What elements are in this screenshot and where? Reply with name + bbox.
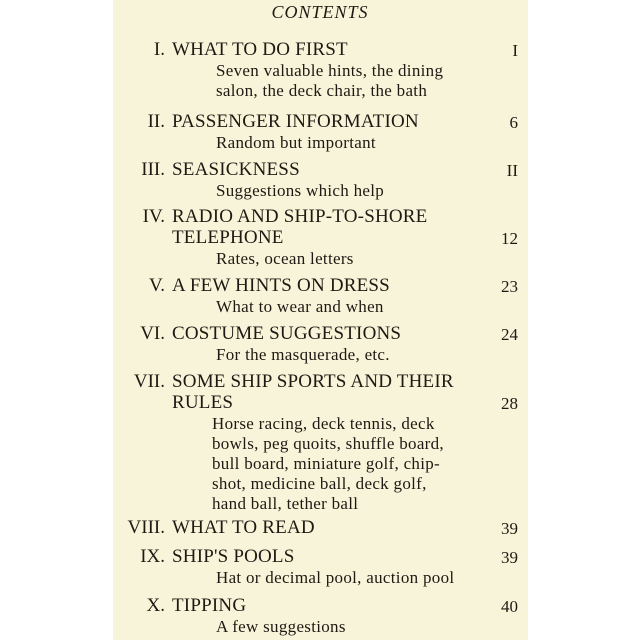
page-number: 23 <box>501 277 518 296</box>
chapter-number: VI. <box>140 323 165 344</box>
chapter-description: bowls, peg quoits, shuffle board, <box>212 434 444 453</box>
chapter-description: salon, the deck chair, the bath <box>216 81 428 100</box>
chapter-number: VII. <box>133 371 165 392</box>
page-number: 39 <box>501 519 518 538</box>
page-number: 39 <box>501 548 518 567</box>
chapter-description: A few suggestions <box>216 617 346 636</box>
chapter-title: WHAT TO DO FIRST <box>172 39 348 60</box>
chapter-title: RADIO AND SHIP-TO-SHORE <box>172 206 428 227</box>
page-number: I <box>512 41 518 60</box>
chapter-description: shot, medicine ball, deck golf, <box>212 474 427 493</box>
chapter-description: Random but important <box>216 133 376 152</box>
page-number: 6 <box>509 113 518 132</box>
chapter-description: Seven valuable hints, the dining <box>216 61 444 80</box>
page-number: II <box>506 161 518 180</box>
chapter-title: TIPPING <box>172 595 247 616</box>
chapter-description: hand ball, tether ball <box>212 494 359 513</box>
chapter-title: SOME SHIP SPORTS AND THEIR <box>172 371 454 392</box>
chapter-description: Suggestions which help <box>216 181 385 200</box>
chapter-number: I. <box>153 39 165 60</box>
page-number: 24 <box>501 325 518 344</box>
chapter-number: V. <box>148 275 165 296</box>
chapter-description: For the masquerade, etc. <box>216 345 390 364</box>
chapter-number: VIII. <box>127 517 165 538</box>
chapter-title: COSTUME SUGGESTIONS <box>172 323 402 344</box>
chapter-number: IV. <box>142 206 165 227</box>
chapter-title: WHAT TO READ <box>172 517 315 538</box>
contents-heading: CONTENTS <box>271 2 369 22</box>
chapter-number: III. <box>141 159 165 180</box>
chapter-number: IX. <box>140 546 165 567</box>
chapter-number: II. <box>147 111 165 132</box>
chapter-description: Horse racing, deck tennis, deck <box>212 414 435 433</box>
chapter-title: SHIP'S POOLS <box>172 546 295 567</box>
chapter-title: SEASICKNESS <box>172 159 300 180</box>
chapter-description: What to wear and when <box>216 297 384 316</box>
chapter-description: Rates, ocean letters <box>216 249 354 268</box>
chapter-title: PASSENGER INFORMATION <box>172 111 419 132</box>
chapter-description: Hat or decimal pool, auction pool <box>216 568 455 587</box>
chapter-title: TELEPHONE <box>172 227 284 248</box>
page-number: 12 <box>501 229 518 248</box>
chapter-number: X. <box>146 595 165 616</box>
chapter-title: A FEW HINTS ON DRESS <box>172 275 390 296</box>
chapter-title: RULES <box>172 392 234 413</box>
page-number: 28 <box>501 394 518 413</box>
chapter-description: bull board, miniature golf, chip- <box>212 454 441 473</box>
page-number: 40 <box>501 597 518 616</box>
